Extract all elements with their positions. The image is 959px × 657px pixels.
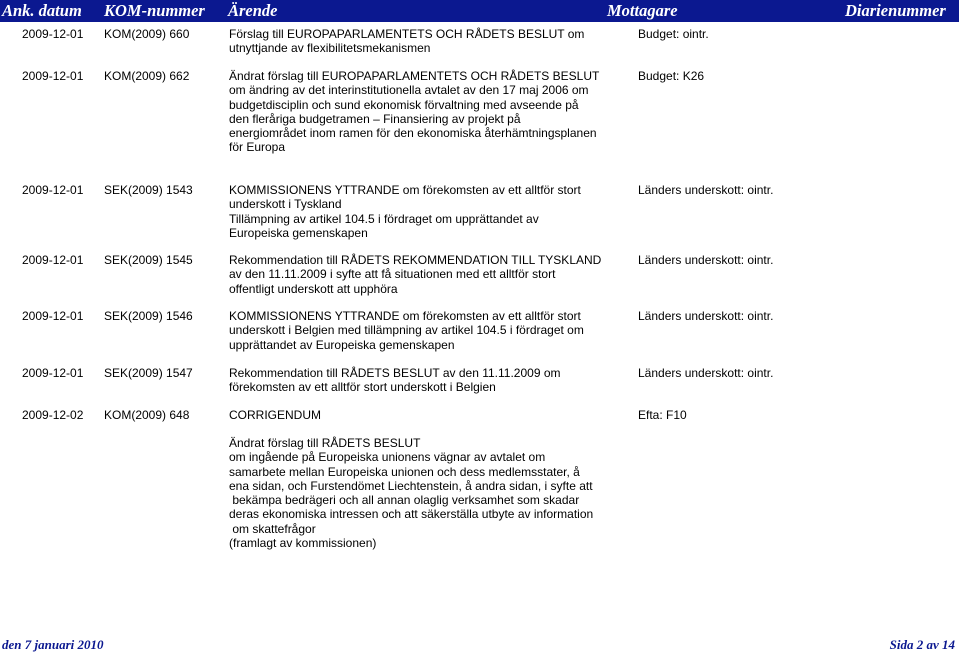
corrigendum-line: Ändrat förslag till RÅDETS BESLUT (229, 436, 421, 450)
row-date: 2009-12-01 (22, 183, 84, 197)
subject-line: Europeiska gemenskapen (229, 225, 368, 240)
corrigendum-line: om ingående på Europeiska unionens vägnar av avtalet om (229, 450, 546, 465)
subject-line: Rekommendation till RÅDETS REKOMMENDATION TILL TYSKLAND (229, 253, 602, 267)
row-subject (229, 69, 599, 155)
row-subject (229, 366, 561, 395)
subject-line: av den 11.11.2009 i syfte att få situationen med ett alltför stort (229, 267, 556, 282)
subject-line: Tillämpning av artikel 104.5 i fördraget om upprättandet av (229, 211, 539, 226)
subject-line: Rekommendation till RÅDETS BESLUT av den 11.11.2009 om (229, 366, 561, 380)
row-date: 2009-12-01 (22, 27, 84, 41)
subject-line: utnyttjande av flexibilitetsmekanismen (229, 41, 431, 56)
subject-line: energiområdet inom ramen för den ekonomiska återhämtningsplanen (229, 126, 597, 141)
footer-page-number: Sida 2 av 14 (889, 637, 955, 652)
subject-line: underskott i Tyskland (229, 197, 342, 212)
row-date: 2009-12-01 (22, 69, 84, 83)
corrigendum-line: ena sidan, och Furstendömet Liechtenstein, å andra sidan, i syfte att (229, 478, 593, 493)
header-received-date: Ank. datum (2, 1, 82, 20)
subject-line: KOMMISSIONENS YTTRANDE om förekomsten av ett alltför stort (229, 309, 581, 323)
corrigendum-line: deras ekonomiska intressen och att säkerställa utbyte av information (229, 507, 594, 522)
row-recipient: Länders underskott: ointr. (638, 183, 774, 197)
row-number: KOM(2009) 648 (104, 408, 190, 422)
row-date: 2009-12-01 (22, 366, 84, 380)
subject-line: för Europa (229, 140, 286, 155)
row-subject (229, 253, 601, 296)
table-header (0, 0, 959, 22)
subject-line: KOMMISSIONENS YTTRANDE om förekomsten av ett alltför stort (229, 183, 581, 197)
corrigendum-line: (framlagt av kommissionen) (229, 536, 377, 551)
row-subject (229, 408, 321, 422)
row-number: SEK(2009) 1547 (104, 366, 193, 380)
row-number: SEK(2009) 1543 (104, 183, 193, 197)
row-recipient: Länders underskott: ointr. (638, 366, 774, 380)
header-diary-number: Diarienummer (845, 1, 946, 20)
subject-line: upprättandet av Europeiska gemenskapen (229, 337, 455, 352)
row-recipient: Budget: K26 (638, 69, 705, 83)
row-recipient: Länders underskott: ointr. (638, 253, 774, 267)
corrigendum-line: samarbete mellan Europeiska unionen och dess medlemsstater, å (229, 464, 580, 479)
header-recipient: Mottagare (607, 1, 678, 20)
row-number: SEK(2009) 1545 (104, 253, 193, 267)
row-recipient: Länders underskott: ointr. (638, 309, 774, 323)
footer-date: den 7 januari 2010 (2, 637, 104, 652)
row-subject (229, 309, 584, 352)
row-number: SEK(2009) 1546 (104, 309, 193, 323)
row-recipient: Budget: ointr. (638, 27, 709, 41)
subject-line: underskott i Belgien med tillämpning av artikel 104.5 i fördraget om (229, 323, 584, 338)
subject-line: Förslag till EUROPAPARLAMENTETS OCH RÅDETS BESLUT om (229, 27, 585, 41)
corrigendum-line: bekämpa bedrägeri och all annan olaglig verksamhet som skadar (229, 493, 580, 508)
subject-line: budgetdisciplin och sund ekonomisk förvaltning med avseende på (229, 97, 579, 112)
subject-line: CORRIGENDUM (229, 408, 321, 422)
corrigendum-line: om skattefrågor (229, 521, 316, 536)
row-subject (229, 183, 581, 240)
header-subject: Ärende (228, 1, 278, 20)
subject-line: om ändring av det interinstitutionella avtalet av den 17 maj 2006 om (229, 83, 589, 98)
subject-line: offentligt underskott att upphöra (229, 281, 398, 296)
header-com-number: KOM-nummer (104, 1, 205, 20)
row-number: KOM(2009) 660 (104, 27, 190, 41)
row-date: 2009-12-02 (22, 408, 84, 422)
row-number: KOM(2009) 662 (104, 69, 190, 83)
subject-line: den fleråriga budgetramen – Finansiering av projekt på (229, 111, 521, 126)
corrigendum-text (229, 436, 593, 550)
row-date: 2009-12-01 (22, 253, 84, 267)
row-date: 2009-12-01 (22, 309, 84, 323)
row-recipient: Efta: F10 (638, 408, 687, 422)
subject-line: förekomsten av ett alltför stort underskott i Belgien (229, 380, 496, 395)
subject-line: Ändrat förslag till EUROPAPARLAMENTETS OCH RÅDETS BESLUT (229, 69, 600, 83)
row-subject (229, 27, 584, 56)
